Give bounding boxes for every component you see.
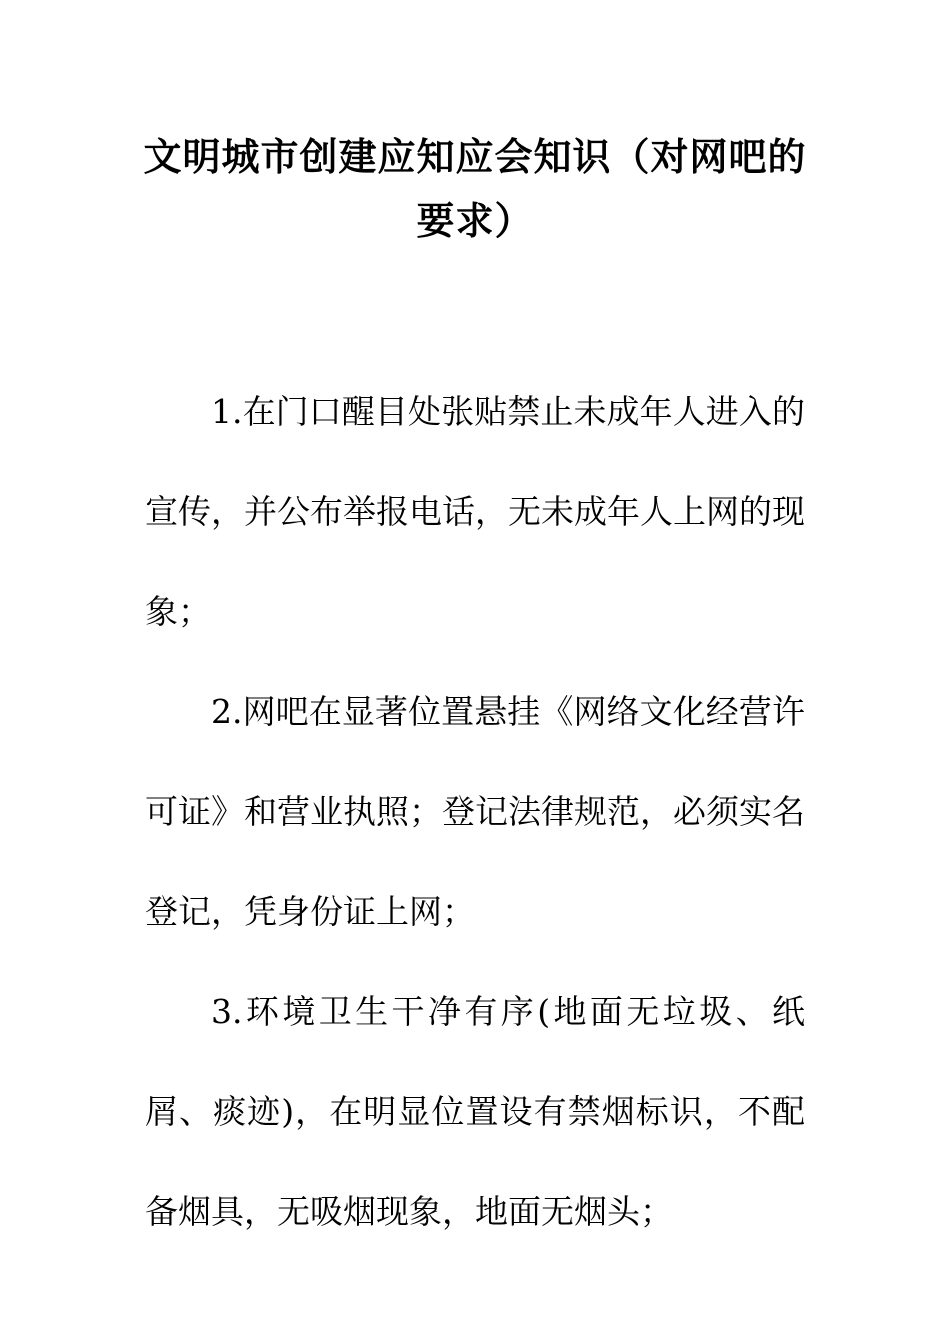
document-body xyxy=(145,362,805,1262)
paragraph-1: 1.在门口醒目处张贴禁止未成年人进入的宣传，并公布举报电话，无未成年人上网的现象； xyxy=(145,392,805,631)
paragraph-3: 3.环境卫生干净有序(地面无垃圾、纸屑、痰迹)，在明显位置设有禁烟标识，不配备烟具，无吸烟现象，地面无烟头； xyxy=(145,992,805,1231)
document-title: 文明城市创建应知应会知识（对网吧的要求） xyxy=(143,135,807,243)
paragraph-2: 2.网吧在显著位置悬挂《网络文化经营许可证》和营业执照；登记法律规范，必须实名登记，凭身份证上网； xyxy=(145,692,805,931)
